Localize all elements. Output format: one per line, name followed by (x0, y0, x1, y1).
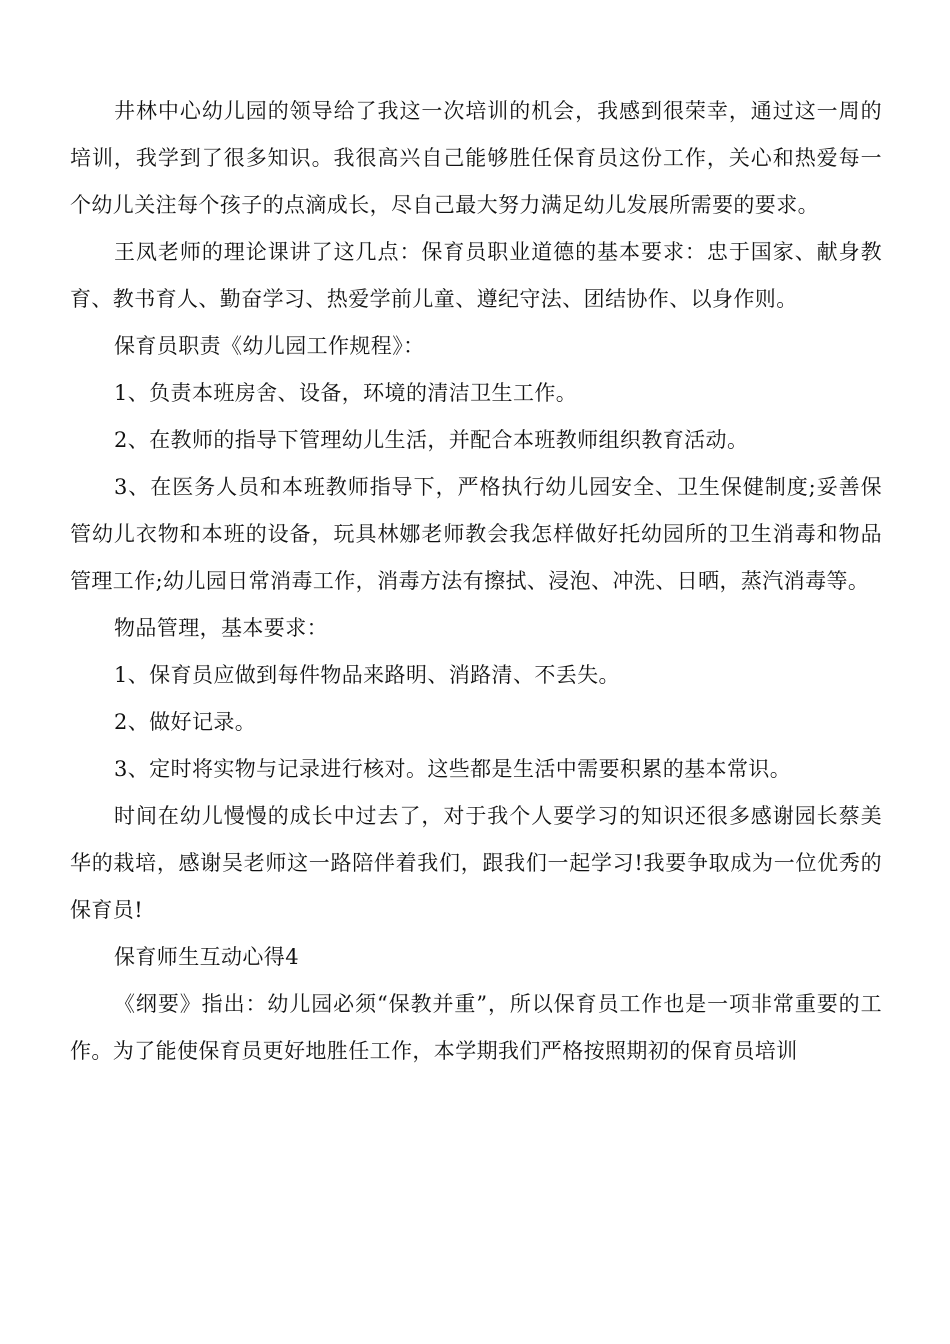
paragraph-13: 《纲要》指出：幼儿园必须“保教并重”，所以保育员工作也是一项非常重要的工作。为了能使保育员更好地胜任工作，本学期我们严格按照期初的保育员培训 (70, 992, 882, 1063)
paragraph-11: 时间在幼儿慢慢的成长中过去了，对于我个人要学习的知识还很多感谢园长蔡美华的栽培，感谢吴老师这一路陪伴着我们，跟我们一起学习!我要争取成为一位优秀的保育员! (70, 804, 882, 922)
paragraph-2: 王凤老师的理论课讲了这几点：保育员职业道德的基本要求：忠于国家、献身教育、教书育人、勤奋学习、热爱学前儿童、遵纪守法、团结协作、以身作则。 (70, 240, 882, 311)
paragraph-9: 2、做好记录。 (114, 710, 257, 734)
paragraph-10: 3、定时将实物与记录进行核对。这些都是生活中需要积累的基本常识。 (114, 757, 792, 781)
paragraph-8: 1、保育员应做到每件物品来路明、消路清、不丢失。 (114, 663, 620, 687)
section-heading: 保育师生互动心得4 (114, 945, 299, 969)
paragraph-6: 3、在医务人员和本班教师指导下，严格执行幼儿园安全、卫生保健制度;妥善保管幼儿衣物和本班的设备，玩具林娜老师教会我怎样做好托幼园所的卫生消毒和物品管理工作;幼儿园日常消毒工作，消毒方法有擦拭、浸泡、冲洗、日晒，蒸汽消毒等。 (70, 475, 882, 593)
paragraph-5: 2、在教师的指导下管理幼儿生活，并配合本班教师组织教育活动。 (114, 428, 749, 452)
paragraph-1: 井林中心幼儿园的领导给了我这一次培训的机会，我感到很荣幸，通过这一周的培训，我学到了很多知识。我很高兴自己能够胜任保育员这份工作，关心和热爱每一个幼儿关注每个孩子的点滴成长，尽自己最大努力满足幼儿发展所需要的要求。 (70, 99, 882, 217)
paragraph-3: 保育员职责《幼儿园工作规程》： (114, 334, 425, 358)
paragraph-7: 物品管理，基本要求： (114, 616, 328, 640)
paragraph-4: 1、负责本班房舍、设备，环境的清洁卫生工作。 (114, 381, 578, 405)
document-body (70, 88, 882, 1075)
